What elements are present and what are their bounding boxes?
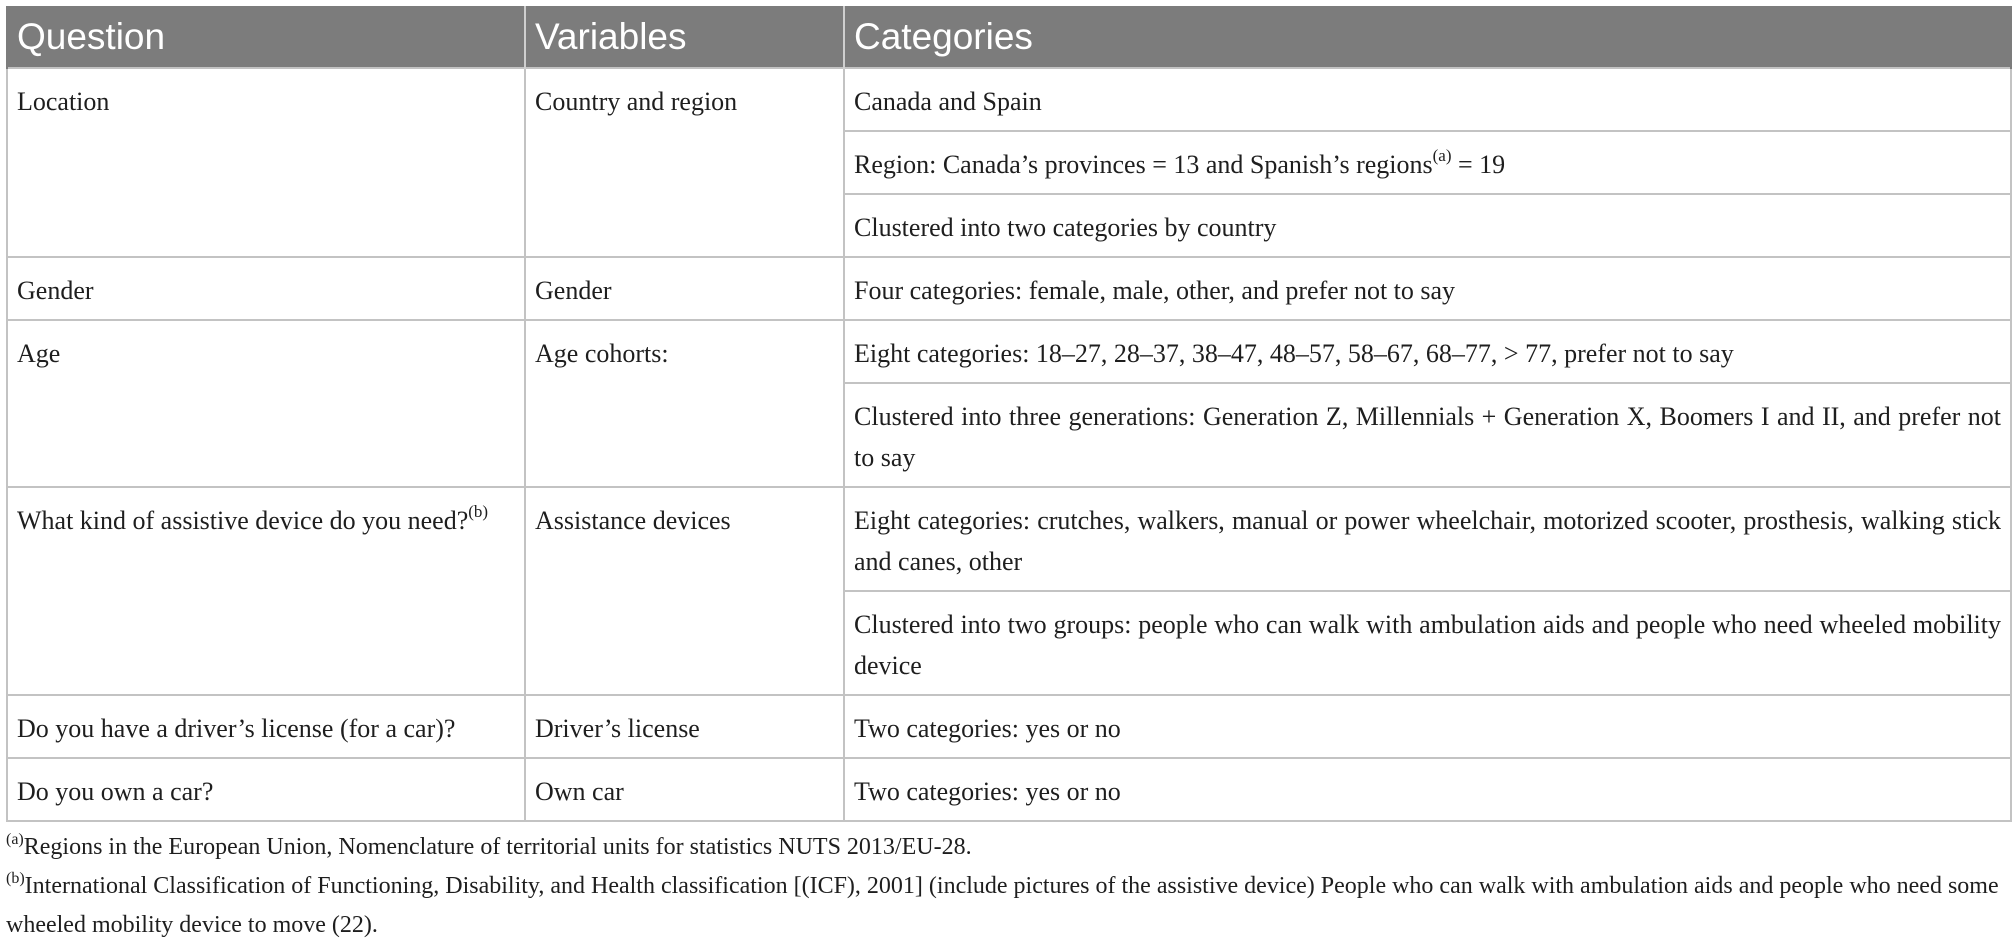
table-footnotes: [6, 828, 2010, 945]
question-text: What kind of assistive device do you need?: [17, 506, 469, 535]
variable-cell: Age cohorts:: [525, 320, 844, 487]
variable-cell: Own car: [525, 758, 844, 821]
table-header-row: [7, 6, 2011, 68]
category-cell: Clustered into three generations: Generation Z, Millennials + Generation X, Boomers I and II, and prefer not to say: [844, 383, 2011, 487]
column-header-question: Question: [7, 6, 525, 68]
variables-table: [6, 6, 2012, 822]
category-text-suffix: = 19: [1451, 150, 1506, 179]
variable-cell: Driver’s license: [525, 695, 844, 758]
table-row: [7, 695, 2011, 758]
category-cell: Clustered into two categories by country: [844, 194, 2011, 257]
footnote-ref-b: (b): [468, 502, 489, 521]
variable-cell: Country and region: [525, 68, 844, 257]
question-cell: Do you have a driver’s license (for a car)?: [7, 695, 525, 758]
footnote-b: [6, 867, 2010, 945]
question-cell: [7, 487, 525, 695]
category-cell: Canada and Spain: [844, 68, 2011, 131]
table-row: [7, 320, 2011, 383]
column-header-categories: Categories: [844, 6, 2011, 68]
question-cell: Do you own a car?: [7, 758, 525, 821]
table-row: [7, 257, 2011, 320]
variable-cell: Gender: [525, 257, 844, 320]
category-cell: Two categories: yes or no: [844, 695, 2011, 758]
category-cell: Four categories: female, male, other, and prefer not to say: [844, 257, 2011, 320]
footnote-a: [6, 828, 2010, 867]
footnote-text-b: International Classification of Functioning, Disability, and Health classification [(ICF), 2001] (include pictures of the assistive device) People who can walk with ambulation aids and people who need some wheeled mobility device to move (22).: [6, 873, 1999, 938]
footnote-text-a: Regions in the European Union, Nomenclature of territorial units for statistics NUTS 2013/EU-28.: [23, 834, 972, 860]
question-cell: Location: [7, 68, 525, 257]
footnote-mark-a: (a): [6, 831, 24, 848]
category-text: Region: Canada’s provinces = 13 and Spanish’s regions: [854, 150, 1433, 179]
footnote-mark-b: (b): [6, 870, 25, 887]
category-cell: [844, 131, 2011, 194]
table-row: [7, 487, 2011, 591]
category-cell: Eight categories: crutches, walkers, manual or power wheelchair, motorized scooter, prosthesis, walking stick and canes, other: [844, 487, 2011, 591]
category-cell: Two categories: yes or no: [844, 758, 2011, 821]
variable-cell: Assistance devices: [525, 487, 844, 695]
column-header-variables: Variables: [525, 6, 844, 68]
table-row: [7, 68, 2011, 131]
table-row: [7, 758, 2011, 821]
category-cell: Eight categories: 18–27, 28–37, 38–47, 48–57, 58–67, 68–77, > 77, prefer not to say: [844, 320, 2011, 383]
question-cell: Gender: [7, 257, 525, 320]
category-cell: Clustered into two groups: people who can walk with ambulation aids and people who need wheeled mobility device: [844, 591, 2011, 695]
question-cell: Age: [7, 320, 525, 487]
footnote-ref-a: (a): [1432, 146, 1452, 165]
